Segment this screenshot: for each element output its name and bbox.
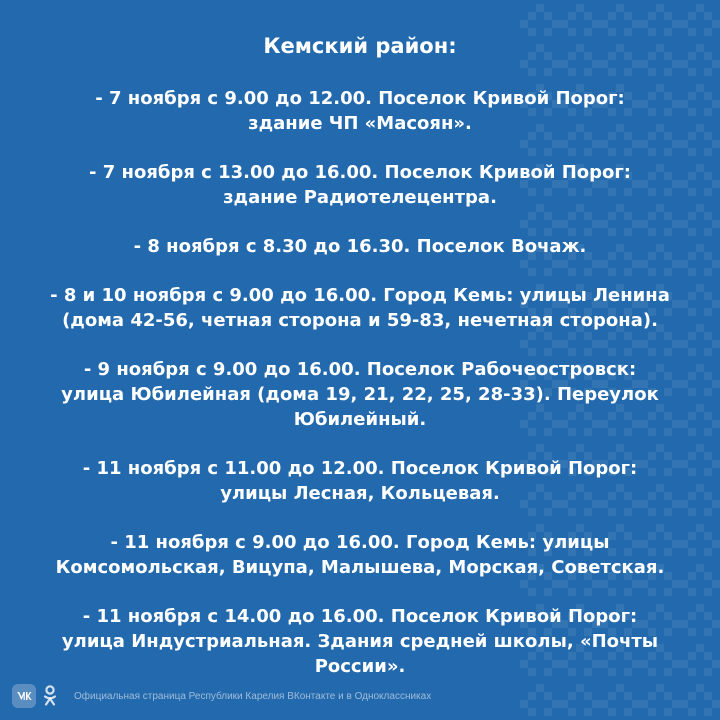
schedule-entry-line: - 11 ноября с 9.00 до 16.00. Город Кемь: улицы	[110, 532, 610, 554]
schedule-entry-line: России».	[314, 656, 406, 678]
footer-text: Официальная страница Республики Карелия ВКонтакте и в Одноклассниках	[74, 690, 432, 702]
schedule-entry	[20, 86, 700, 136]
schedule-entry-line: Юбилейный.	[293, 409, 427, 431]
schedule-entry-line: - 7 ноября с 9.00 до 12.00. Поселок Кривой Порог:	[95, 88, 625, 110]
footer	[12, 684, 431, 708]
schedule-entry-line: (дома 42-56, четная сторона и 59-83, нечетная сторона).	[62, 310, 658, 332]
schedule-entry	[20, 530, 700, 580]
schedule-entry-line: - 7 ноября с 13.00 до 16.00. Поселок Кривой Порог:	[89, 162, 631, 184]
main-content	[20, 34, 700, 703]
schedule-entry-line: здание Радиотелецентра.	[223, 187, 497, 209]
schedule-entry-line: - 11 ноября с 11.00 до 12.00. Поселок Кривой Порог:	[82, 458, 638, 480]
schedule-entry	[20, 234, 700, 259]
schedule-entry-line: Комсомольская, Вицупа, Малышева, Морская, Советская.	[55, 557, 665, 579]
schedule-entry-line: - 9 ноября с 9.00 до 16.00. Поселок Рабочеостровск:	[83, 359, 637, 381]
schedule-entry-line: улица Индустриальная. Здания средней школы, «Почты	[61, 631, 659, 653]
schedule-entry	[20, 357, 700, 432]
vk-icon[interactable]	[12, 684, 36, 708]
schedule-entry	[20, 456, 700, 506]
schedule-entry	[20, 160, 700, 210]
ok-icon[interactable]	[42, 684, 58, 708]
schedule-entry-line: улицы Лесная, Кольцевая.	[220, 483, 500, 505]
schedule-entry-line: - 8 ноября с 8.30 до 16.30. Поселок Вочаж.	[133, 236, 587, 258]
schedule-entry	[20, 283, 700, 333]
schedule-entry-line: - 8 и 10 ноября с 9.00 до 16.00. Город Кемь: улицы Ленина	[50, 285, 670, 307]
schedule-entry-line: - 11 ноября с 14.00 до 16.00. Поселок Кривой Порог:	[82, 606, 638, 628]
schedule-entry-line: улица Юбилейная (дома 19, 21, 22, 25, 28-33). Переулок	[61, 384, 659, 406]
schedule-entry	[20, 604, 700, 679]
page-title: Кемский район:	[263, 34, 457, 58]
schedule-list	[20, 86, 700, 679]
schedule-entry-line: здание ЧП «Масоян».	[248, 113, 472, 135]
